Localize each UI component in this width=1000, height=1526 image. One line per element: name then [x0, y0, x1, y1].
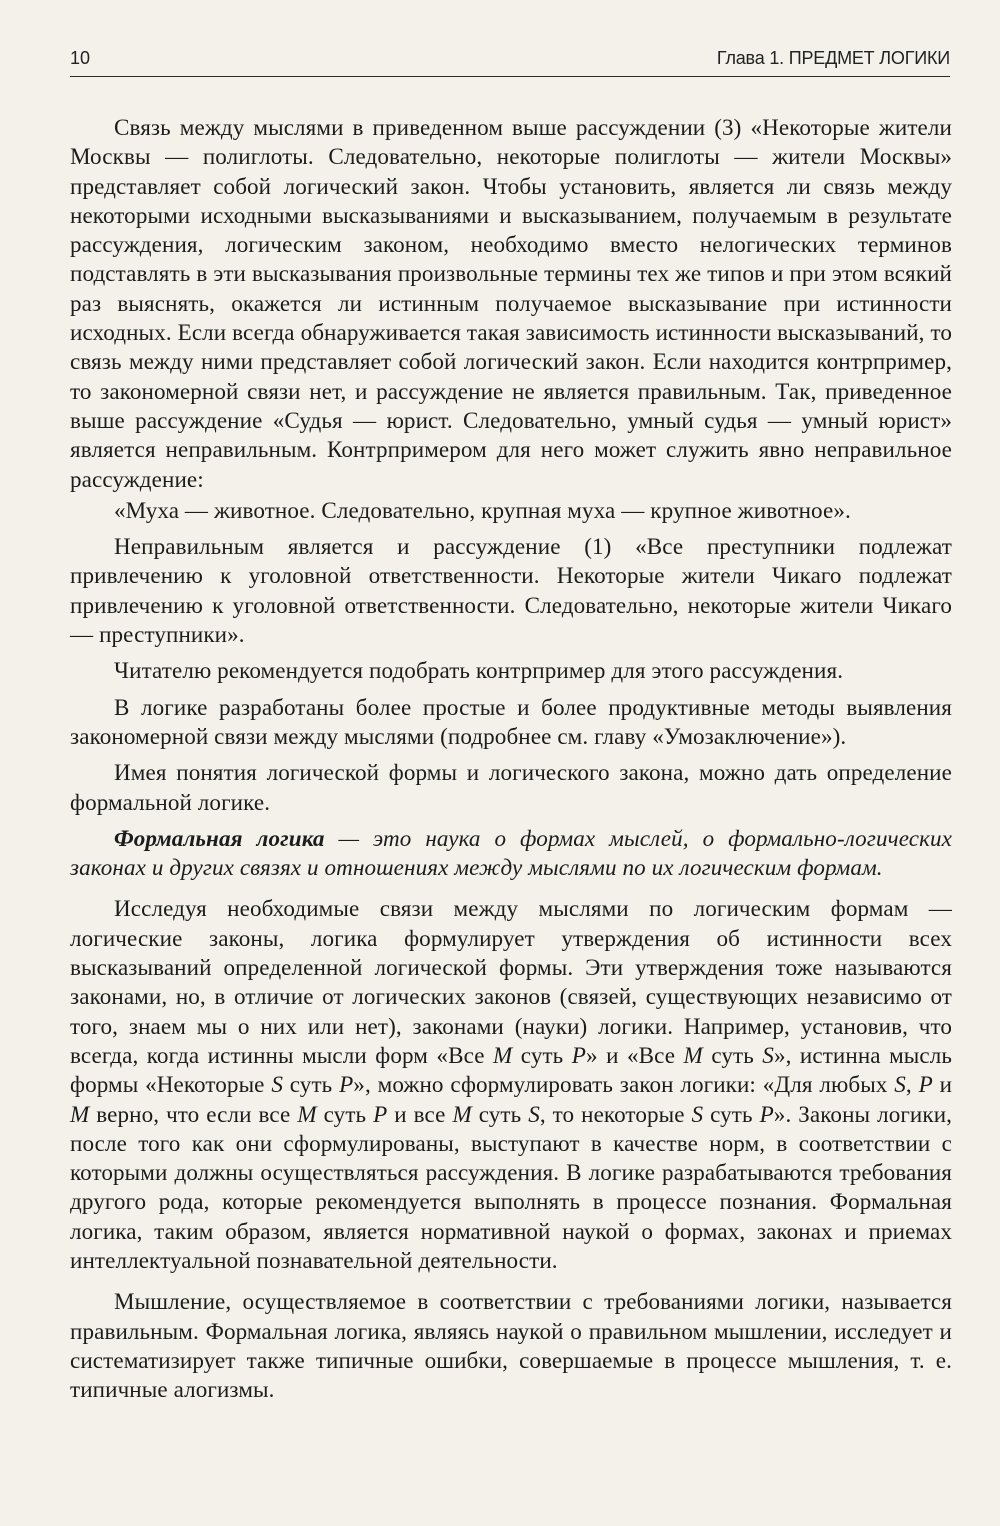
- text-run: и все: [387, 1100, 453, 1127]
- text-run: и: [932, 1071, 953, 1098]
- definition-term: Формальная логика: [114, 824, 325, 851]
- variable-m: M: [683, 1041, 703, 1068]
- paragraph-counterexample: «Муха — животное. Следовательно, крупная муха — крупное животное».: [114, 496, 851, 523]
- paragraph-correct-thinking: Мышление, осуществляемое в соответствии с требованиями логики, называется правильным. Формальная логика, являясь наукой о правильном мышлении, исследует и систематизирует также типичные ошибки, совершаемые в процессе мышления, т. е. типичные алогизмы.: [70, 1288, 952, 1403]
- variable-m: M: [70, 1100, 90, 1127]
- text-run: ». Законы логики, после того как они сформулированы, выступают в качестве норм, в соответствии с которыми должны осуществляться рассуждения. В логике разрабатываются требования другого рода, которые рекомендуется выполнять в процессе познания. Формальная логика, таким образом, является нормативной наукой о формах, законах и приемах интеллектуальной познавательной деятельности.: [70, 1100, 953, 1273]
- text-run: », истинна мысль формы «Некоторые: [70, 1041, 953, 1098]
- variable-p: P: [918, 1071, 933, 1098]
- variable-p: P: [759, 1100, 774, 1127]
- variable-p: P: [339, 1071, 354, 1098]
- variable-s: S: [271, 1071, 283, 1098]
- variable-p: P: [571, 1041, 586, 1068]
- variable-p: P: [373, 1100, 388, 1127]
- text-run: верно, что если все: [89, 1100, 298, 1127]
- text-run: суть: [316, 1100, 374, 1127]
- text-run: ,: [905, 1071, 919, 1098]
- text-run: », можно сформулировать закон логики: «Для любых: [353, 1071, 895, 1098]
- text-run: , то некоторые: [539, 1100, 692, 1127]
- text-run: суть: [703, 1100, 760, 1127]
- variable-s: S: [894, 1071, 906, 1098]
- variable-m: M: [297, 1100, 317, 1127]
- text-run: » и «Все: [585, 1041, 684, 1068]
- variable-s: S: [762, 1041, 774, 1068]
- text-run: Исследуя необходимые связи между мыслями по логическим формам — логические законы, логика формулирует утверждения об истинности всех высказываний определенной логической формы. Эти утверждения тоже называются законами, но, в отличие от логических законов (связей, существующих независимо от того, знаем мы о них или нет), законами (науки) логики. Например, установив, что всегда, когда истинны мысли форм «Все: [70, 895, 952, 1068]
- variable-m: M: [452, 1100, 472, 1127]
- definition-text: — это наука о формах мыслей, о формально-логических законах и других связях и отношениях между мыслями по их логическим формам.: [70, 824, 952, 881]
- text-run: суть: [512, 1041, 572, 1068]
- paragraph-laws-of-logic: [70, 894, 952, 1275]
- running-header: [70, 46, 950, 77]
- text-run: суть: [702, 1041, 763, 1068]
- variable-m: M: [493, 1041, 513, 1068]
- paragraph-law-example: Связь между мыслями в приведенном выше рассуждении (3) «Некоторые жители Москвы — полиглоты. Следовательно, некоторые полиглоты — жители Москвы» представляет собой логический закон. Чтобы установить, является ли связь между некоторыми исходными высказываниями и высказыванием, получаемым в результате рассуждения, логическим законом, необходимо вместо нелогических терминов подставлять в эти высказывания произвольные термины тех же типов и при этом всякий раз выяснять, окажется ли истинным получаемое высказывание при истинности исходных. Если всегда обнаруживается такая зависимость истинности высказываний, то связь между ними представляет собой логический закон. Если находится контрпример, то закономерной связи нет, и рассуждение не является правильным. Так, приведенное выше рассуждение «Судья — юрист. Следовательно, умный судья — умный юрист» является неправильным. Контрпримером для него может служить явно неправильное рассуждение:: [70, 114, 952, 492]
- paragraph-methods: В логике разработаны более простые и более продуктивные методы выявления закономерной связи между мыслями (подробнее см. главу «Умозаключение»).: [70, 693, 952, 749]
- definition-formal-logic: [70, 824, 952, 883]
- chapter-title: Глава 1. ПРЕДМЕТ ЛОГИКИ: [716, 48, 950, 68]
- paragraph-wrong-reasoning: Неправильным является и рассуждение (1) «Все преступники подлежат привлечению к уголовной ответственности. Некоторые жители Чикаго подлежат привлечению к уголовной ответственности. Следовательно, некоторые жители Чикаго — преступники».: [70, 533, 952, 648]
- text-run: суть: [471, 1100, 529, 1127]
- variable-s: S: [528, 1100, 540, 1127]
- paragraph-reader-task: Читателю рекомендуется подобрать контрпример для этого рассуждения.: [114, 657, 844, 684]
- text-run: суть: [282, 1071, 340, 1098]
- paragraph-definition-intro: Имея понятия логической формы и логического закона, можно дать определение формальной логике.: [70, 759, 952, 815]
- variable-s: S: [691, 1100, 704, 1127]
- main-text: [70, 113, 952, 1404]
- page-number: 10: [70, 48, 91, 68]
